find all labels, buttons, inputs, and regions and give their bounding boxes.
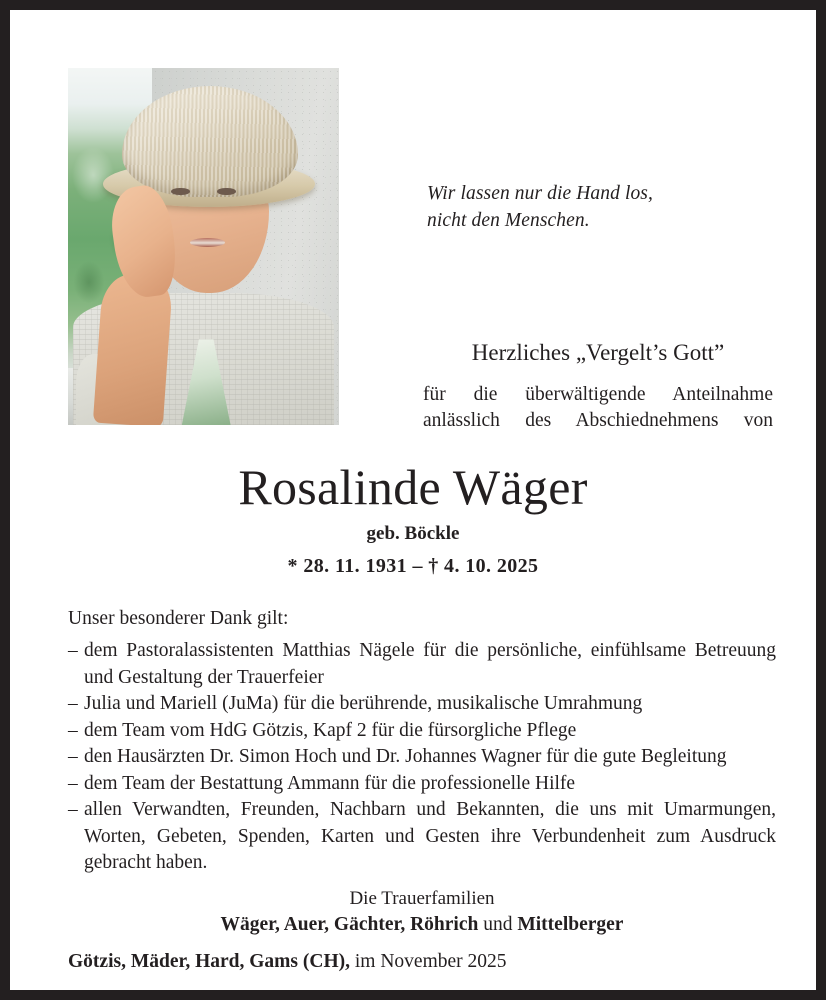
photo-mouth [190,238,225,247]
gratitude-intro: Unser besonderer Dank gilt: [68,608,289,629]
list-item: – den Hausärzten Dr. Simon Hoch und Dr. Johannes Wagner für die gute Begleitung [68,744,776,771]
life-dates: * 28. 11. 1931 – † 4. 10. 2025 [287,555,539,577]
photo-forearm [93,273,174,425]
portrait-scene [68,68,339,425]
places-and-date [68,948,507,975]
list-item: – allen Verwandten, Freunden, Nachbarn und Bekannten, die uns mit Umarmungen, Worten, Gebeten, Spenden, Karten und Gesten ihre Verbundenheit zum Ausdruck gebracht haben. [68,797,776,877]
obituary-card [10,10,816,990]
families-conjunction: und [483,914,513,935]
gratitude-list [68,638,776,877]
list-item: – dem Pastoralassistenten Matthias Nägele für die persönliche, einfühlsame Betreuung und Gestaltung der Trauerfeier [68,638,776,691]
thanks-subtitle-line-2: anlässlich des Abschiednehmens von [423,410,773,431]
mourning-families-block [10,886,816,938]
places-list: Götzis, Mäder, Hard, Gams (CH), [68,951,350,972]
thanks-title: Herzliches „Vergelt’s Gott” [471,340,725,365]
list-item: – Julia und Mariell (JuMa) für die berührende, musikalische Umrahmung [68,691,776,718]
quote-line-1: Wir lassen nur die Hand los, [427,183,653,204]
families-names-part-1: Wäger, Auer, Gächter, Röhrich [220,914,479,935]
publication-month: im November 2025 [354,951,507,972]
quote-line-2: nicht den Menschen. [427,210,590,231]
thanks-subtitle [423,382,773,434]
families-names [28,911,816,938]
maiden-name: geb. Böckle [366,523,460,544]
families-label: Die Trauerfamilien [349,888,495,909]
epitaph-quote [427,180,787,234]
portrait-photo [68,68,339,425]
deceased-name-block [10,458,816,580]
families-names-part-2: Mittelberger [517,914,624,935]
thanks-subtitle-line-1: für die überwältigende Anteilnahme [423,384,773,405]
thanks-header-block [423,338,773,434]
deceased-name: Rosalinde Wäger [238,459,588,515]
list-item: – dem Team vom HdG Götzis, Kapf 2 für die fürsorgliche Pflege [68,718,776,745]
list-item: – dem Team der Bestattung Ammann für die professionelle Hilfe [68,771,776,798]
